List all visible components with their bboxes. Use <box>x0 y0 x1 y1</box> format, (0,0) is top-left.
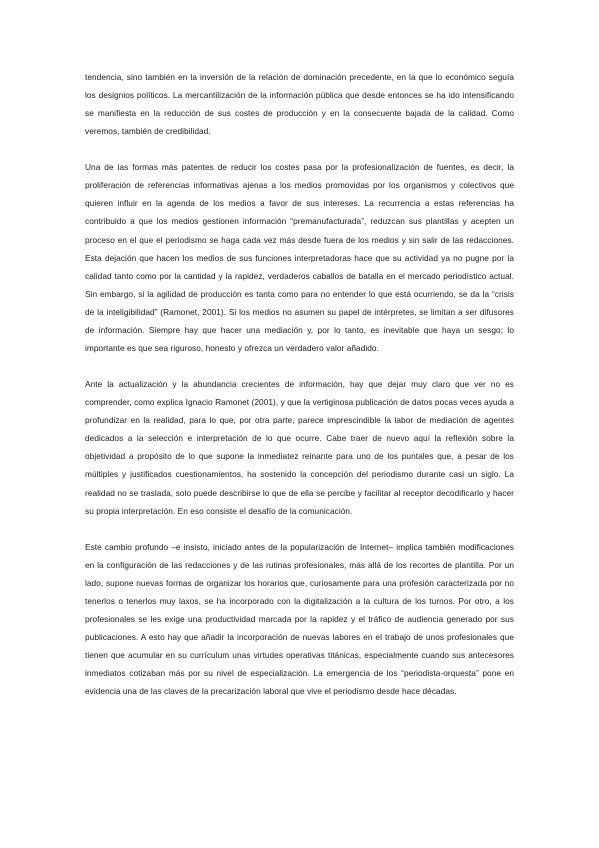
paragraph-1: tendencia, sino también en la inversión de la relación de dominación precedente, en la que lo económico seguía los designios políticos. La mercantilización de la información pública que desde entonces se ha ido intensificando se manifiesta en la reducción de sus costes de producción y en la consecuente bajada de la calidad. Como veremos, también de credibilidad. <box>85 72 514 137</box>
paragraph-4: Este cambio profundo –e insisto, iniciado antes de la popularización de Internet– implica también modificaciones en la configuración de las redacciones y de las rutinas profesionales, más allá de los recortes de plantilla. Por un lado, supone nuevas formas de organizar los horarios que, curiosamente para una profesión caracterizada por no tenerlos o tenerlos muy laxos, se ha incorporado con la digitalización a la cultura de los turnos. Por otro, a los profesionales se les exige una productividad marcada por la rapidez y el tráfico de audiencia generado por sus publicaciones. A esto hay que añadir la incorporación de nuevas labores en el trabajo de unos profesionales que tienen que acumular en su currículum unas virtudes operativas titánicas, especialmente cuando sus antecesores inmediatos cotizaban más por su nivel de especialización. La emergencia de los “periodista-orquesta” pone en evidencia una de las claves de la precarización laboral que vive el periodismo desde hace décadas. <box>85 541 514 697</box>
paragraph-2: Una de las formas más patentes de reducir los costes pasa por la profesionalización de fuentes, es decir, la proliferación de referencias informativas ajenas a los medios promovidas por los organismos y colectivos que quieren influir en la agenda de los medios a favor de sus intereses. La recurrencia a estas referencias ha contribuido a que los medios gestionen información “premanufacturada”, reduzcan sus plantillas y acepten un proceso en el que el periodismo se haga cada vez más desde fuera de los medios y sin salir de las redacciones. Esta dejación que hacen los medios de sus funciones interpretadoras hace que su actividad ya no pugne por la calidad tanto como por la cantidad y la rapidez, verdaderos caballos de batalla en el mercado periodístico actual. Sin embargo, si la agilidad de producción es tanta como para no entender lo que está ocurriendo, se da la “crisis de la inteligibilidad” (Ramonet, 2001). Si los medios no asumen su papel de intérpretes, se limitan a ser difusores de información. Siempre hay que hacer una mediación y, por lo tanto, es inevitable que haya un sesgo; lo importante es que sea riguroso, honesto y ofrezca un verdadero valor añadido. <box>85 162 514 354</box>
paragraph-3: Ante la actualización y la abundancia crecientes de información, hay que dejar muy claro que ver no es comprender, como explica Ignacio Ramonet (2001), y que la vertiginosa publicación de datos pocas veces ayuda a profundizar en la realidad, para lo que, por otra parte, parece imprescindible la labor de mediación de agentes dedicados a la selección e interpretación de lo que ocurre. Cabe traer de nuevo aquí la reflexión sobre la objetividad a propósito de lo que supone la inmediatez reinante para uno de los puntales que, a pesar de los múltiples y justificados cuestionamientos, ha sostenido la concepción del periodismo durante casi un siglo. La realidad no se traslada, solo puede describirse lo que de ella se percibe y facilitar al receptor decodificarlo y hacer su propia interpretación. En eso consiste el desafío de la comunicación. <box>85 379 514 516</box>
body-text <box>85 68 514 718</box>
